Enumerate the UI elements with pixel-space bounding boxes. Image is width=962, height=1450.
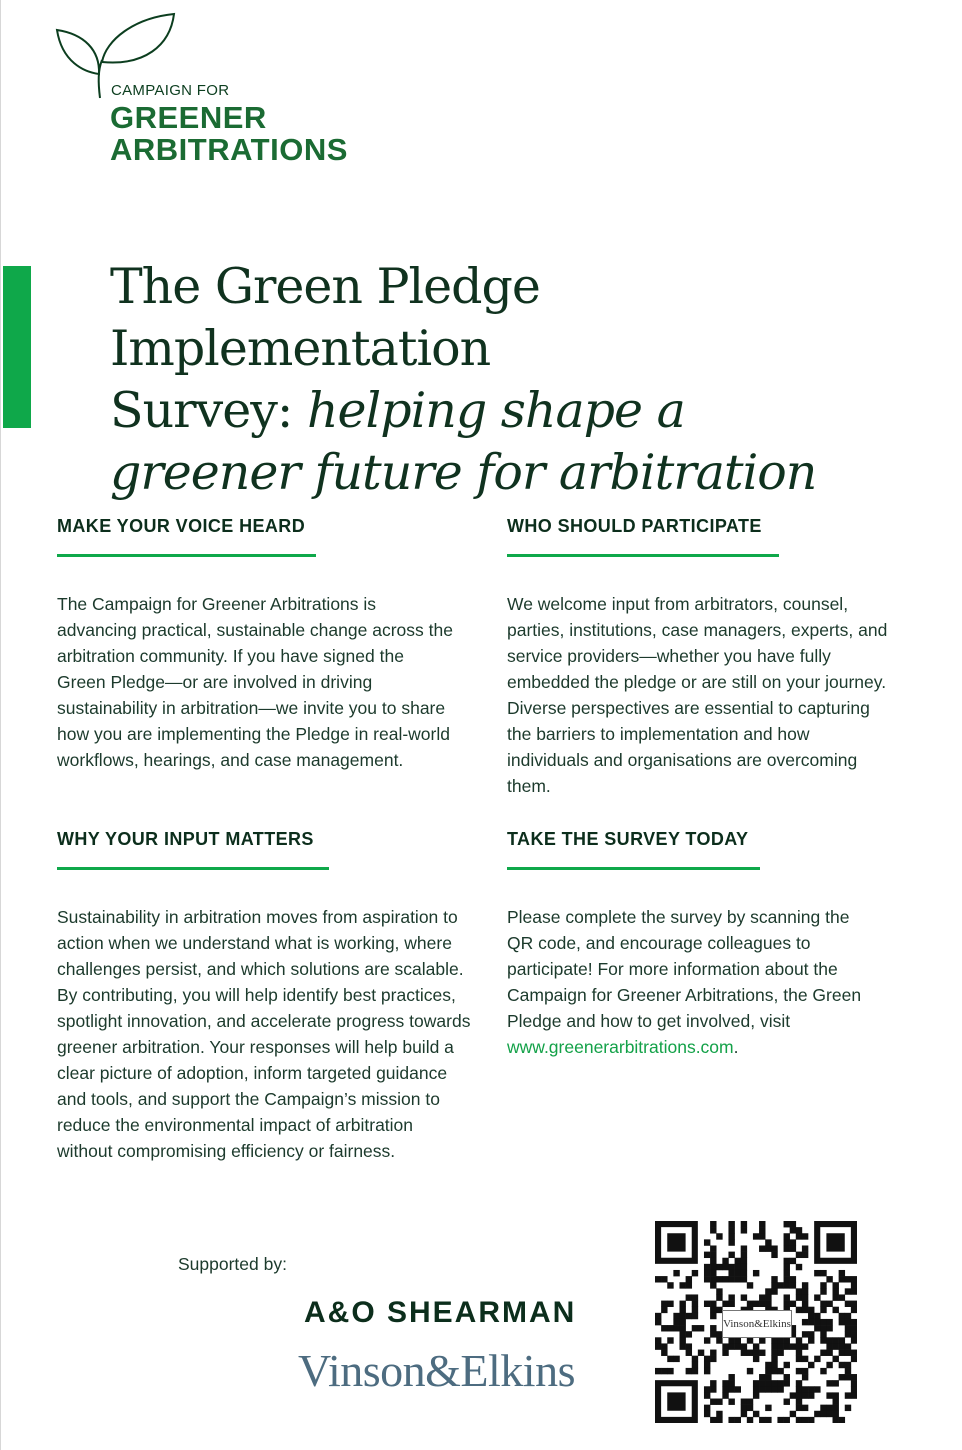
section-survey-body: [507, 904, 877, 1060]
section-matters-body: Sustainability in arbitration moves from aspiration to action when we understand what is working, where challenges persist, and which solutions are scalable. By contributing, you will help identify best practices, spotlight innovation, and accelerate progress towards greener arbitration. Your responses will help build a clear picture of adoption, inform targeted guidance and tools, and support the Campaign’s mission to reduce the environmental impact of arbitration without compromising efficiency or fairness.: [57, 907, 471, 1161]
page-left-border: [0, 0, 1, 1450]
ao-shearman-logo: A&O SHEARMAN: [304, 1296, 577, 1329]
title-line-3: greener future for arbitration: [110, 444, 817, 501]
page-title: [110, 256, 910, 504]
website-link[interactable]: www.greenerarbitrations.com: [507, 1037, 734, 1057]
title-line-2-regular: Survey:: [110, 382, 307, 439]
section-matters: [57, 829, 477, 1164]
section-participate-rule: [507, 554, 779, 557]
section-matters-rule: [57, 867, 329, 870]
section-survey-title: TAKE THE SURVEY TODAY: [507, 829, 749, 849]
green-accent-bar: [3, 266, 31, 428]
section-voice-rule: [57, 554, 316, 557]
campaign-logo: [54, 10, 374, 170]
section-survey: [507, 829, 927, 1060]
qr-center-logo: Vinson&Elkins: [722, 1310, 792, 1338]
supported-by-label: Supported by:: [178, 1254, 287, 1274]
logo-small-text: CAMPAIGN FOR: [111, 82, 230, 99]
vinson-elkins-logo: Vinson&Elkins: [298, 1345, 575, 1396]
section-survey-text: Please complete the survey by scanning the QR code, and encourage colleagues to participate! For more information about the Campaign for Greener Arbitrations, the Green Pledge and how to get involved, visit: [507, 907, 862, 1031]
section-participate: [507, 516, 927, 799]
section-survey-rule: [507, 867, 760, 870]
section-matters-title: WHY YOUR INPUT MATTERS: [57, 829, 314, 849]
section-participate-body: We welcome input from arbitrators, counsel, parties, institutions, case managers, experts, and service providers—whether you have fully embedded the pledge or are still on your journey. Diverse perspectives are essential to capturing the barriers to implementation and how individuals and organisations are overcoming them.: [507, 594, 888, 796]
section-voice-title: MAKE YOUR VOICE HEARD: [57, 516, 306, 536]
title-line-2-italic: helping shape a: [307, 382, 685, 439]
section-voice-body: The Campaign for Greener Arbitrations is advancing practical, sustainable change across the arbitration community. If you have signed the Green Pledge—or are involved in driving sustainability in arbitration—we invite you to share how you are implementing the Pledge in real-world workflows, hearings, and case management.: [57, 594, 453, 770]
title-line-2: [110, 380, 910, 442]
section-participate-title: WHO SHOULD PARTICIPATE: [507, 516, 762, 536]
section-survey-end: .: [733, 1037, 739, 1057]
title-line-1: The Green Pledge Implementation: [110, 258, 540, 377]
logo-big-text-line2: ARBITRATIONS: [110, 132, 348, 167]
logo-big-text-line1: GREENER: [110, 100, 267, 135]
section-voice: [57, 516, 477, 773]
